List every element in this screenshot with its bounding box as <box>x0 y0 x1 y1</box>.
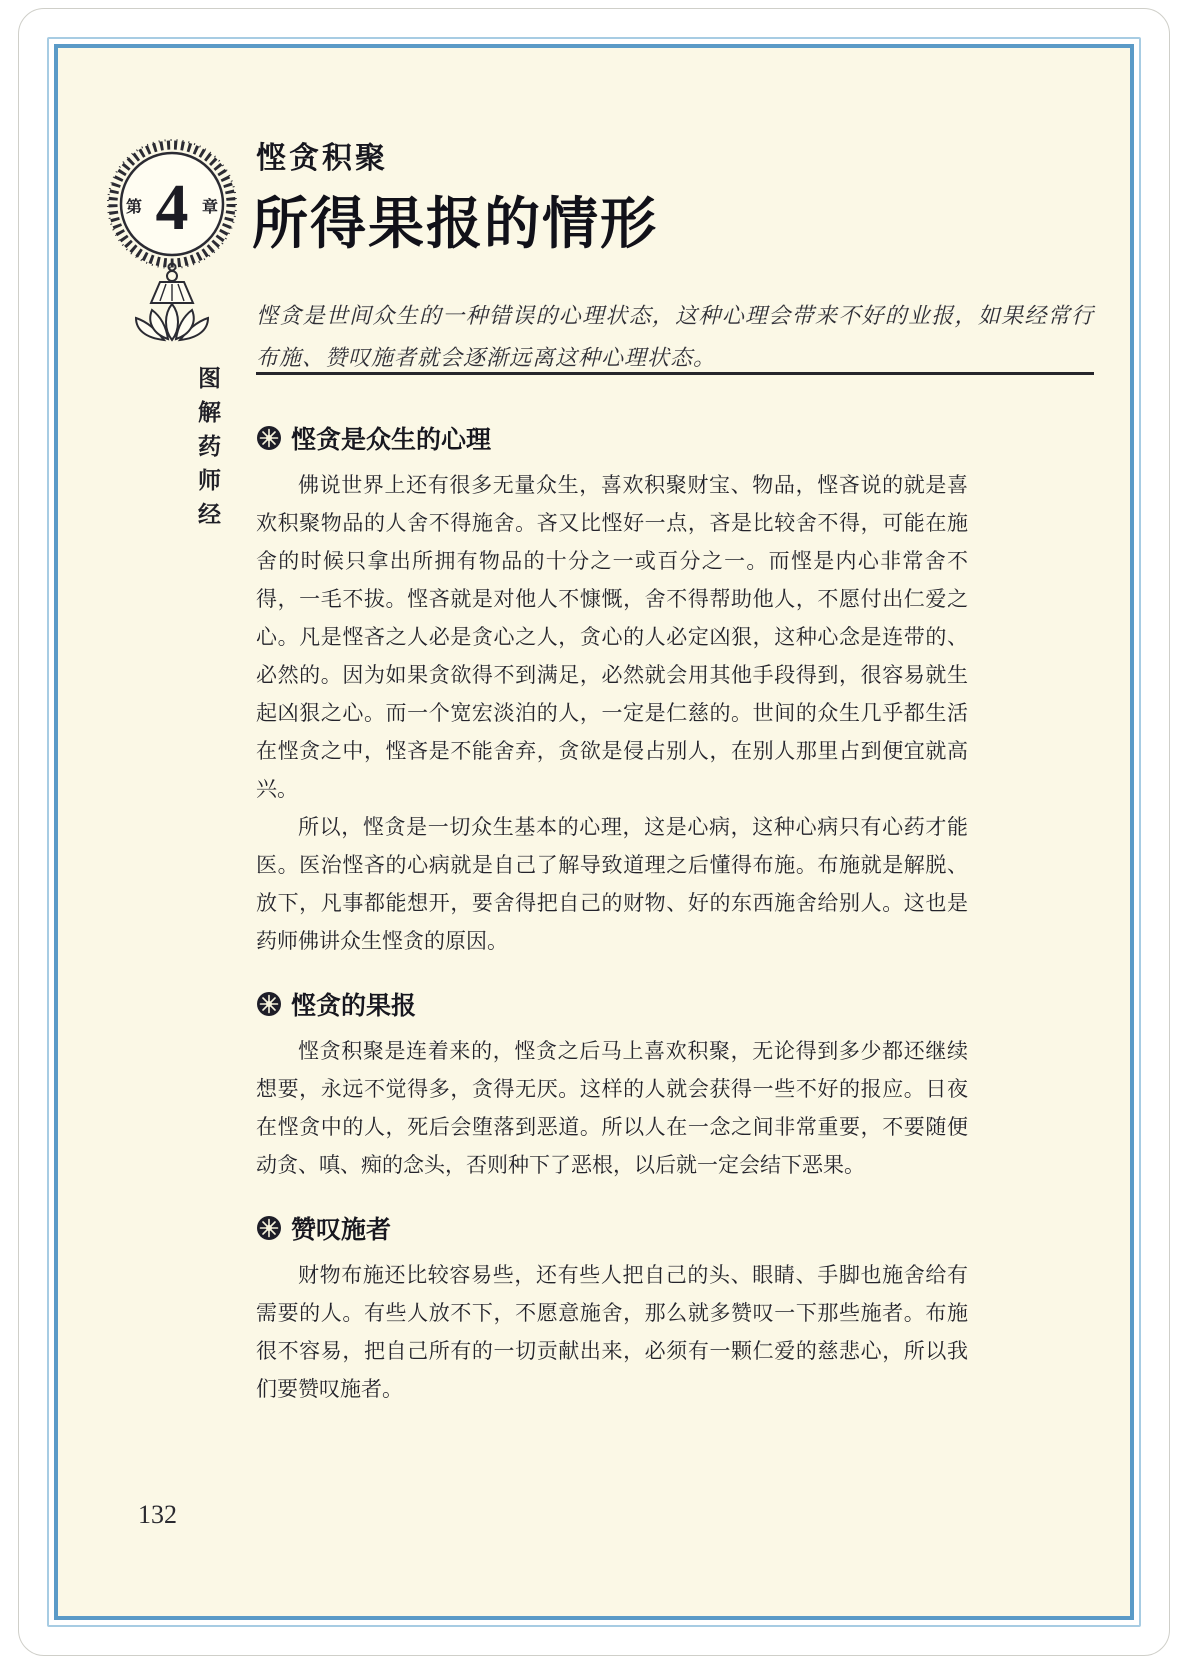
section-heading-text: 赞叹施者 <box>291 1216 392 1244</box>
chapter-kicker: 悭贪积聚 <box>256 142 388 175</box>
intro-divider <box>256 372 1094 375</box>
flower-icon <box>256 425 282 451</box>
section-heading <box>256 420 968 456</box>
paragraph: 所以，悭贪是一切众生基本的心理，这是心病，这种心病只有心药才能医。医治悭吝的心病就是自己了解导致道理之后懂得布施。布施就是解脱、放下，凡事都能想开，要舍得把自己的财物、好的东西施舍给别人。这也是药师佛讲众生悭贪的原因。 <box>256 815 968 953</box>
page-title: 所得果报的情形 <box>252 192 658 255</box>
flower-icon <box>256 1215 282 1241</box>
paragraph: 佛说世界上还有很多无量众生，喜欢积聚财宝、物品，悭吝说的就是喜欢积聚物品的人舍不得施舍。吝又比悭好一点，吝是比较舍不得，可能在施舍的时候只拿出所拥有物品的十分之一或百分之一。而悭是内心非常舍不得，一毛不拔。悭吝就是对他人不慷慨，舍不得帮助他人，不愿付出仁爱之心。凡是悭吝之人必是贪心之人，贪心的人必定凶狠，这种心念是连带的、必然的。因为如果贪欲得不到满足，必然就会用其他手段得到，很容易就生起凶狠之心。而一个宽宏淡泊的人，一定是仁慈的。世间的众生几乎都生活在悭贪之中，悭吝是不能舍弃，贪欲是侵占别人，在别人那里占到便宜就高兴。 <box>256 473 968 801</box>
content-column <box>256 420 968 1434</box>
section-heading <box>256 986 968 1022</box>
flower-icon <box>256 991 282 1017</box>
chapter-prefix: 第 <box>125 199 143 216</box>
chapter-intro: 悭贪是世间众生的一种错误的心理状态，这种心理会带来不好的业报，如果经常行布施、赞叹施者就会逐渐远离这种心理状态。 <box>256 304 1094 371</box>
page-number: 132 <box>138 1500 177 1529</box>
chapter-number: 4 <box>155 171 189 244</box>
book-title-vertical: 图解药师经 <box>195 366 221 536</box>
section-praise-givers <box>256 1210 968 1408</box>
paragraph: 悭贪积聚是连着来的，悭贪之后马上喜欢积聚，无论得到多少都还继续想要，永远不觉得多，贪得无厌。这样的人就会获得一些不好的报应。日夜在悭贪中的人，死后会堕落到恶道。所以人在一念之间非常重要，不要随便动贪、嗔、痴的念头，否则种下了恶根，以后就一定会结下恶果。 <box>256 1039 968 1177</box>
section-heading-text: 悭贪的果报 <box>291 992 417 1020</box>
section-greed-retribution <box>256 986 968 1184</box>
section-greed-mentality <box>256 420 968 960</box>
section-heading <box>256 1210 968 1246</box>
chapter-medallion <box>106 132 238 355</box>
lotus-mirror-icon <box>106 132 238 350</box>
chapter-suffix: 章 <box>201 199 219 216</box>
paragraph: 财物布施还比较容易些，还有些人把自己的头、眼睛、手脚也施舍给有需要的人。有些人放不下，不愿意施舍，那么就多赞叹一下那些施者。布施很不容易，把自己所有的一切贡献出来，必须有一颗仁爱的慈悲心，所以我们要赞叹施者。 <box>256 1263 968 1401</box>
section-heading-text: 悭贪是众生的心理 <box>291 426 492 454</box>
